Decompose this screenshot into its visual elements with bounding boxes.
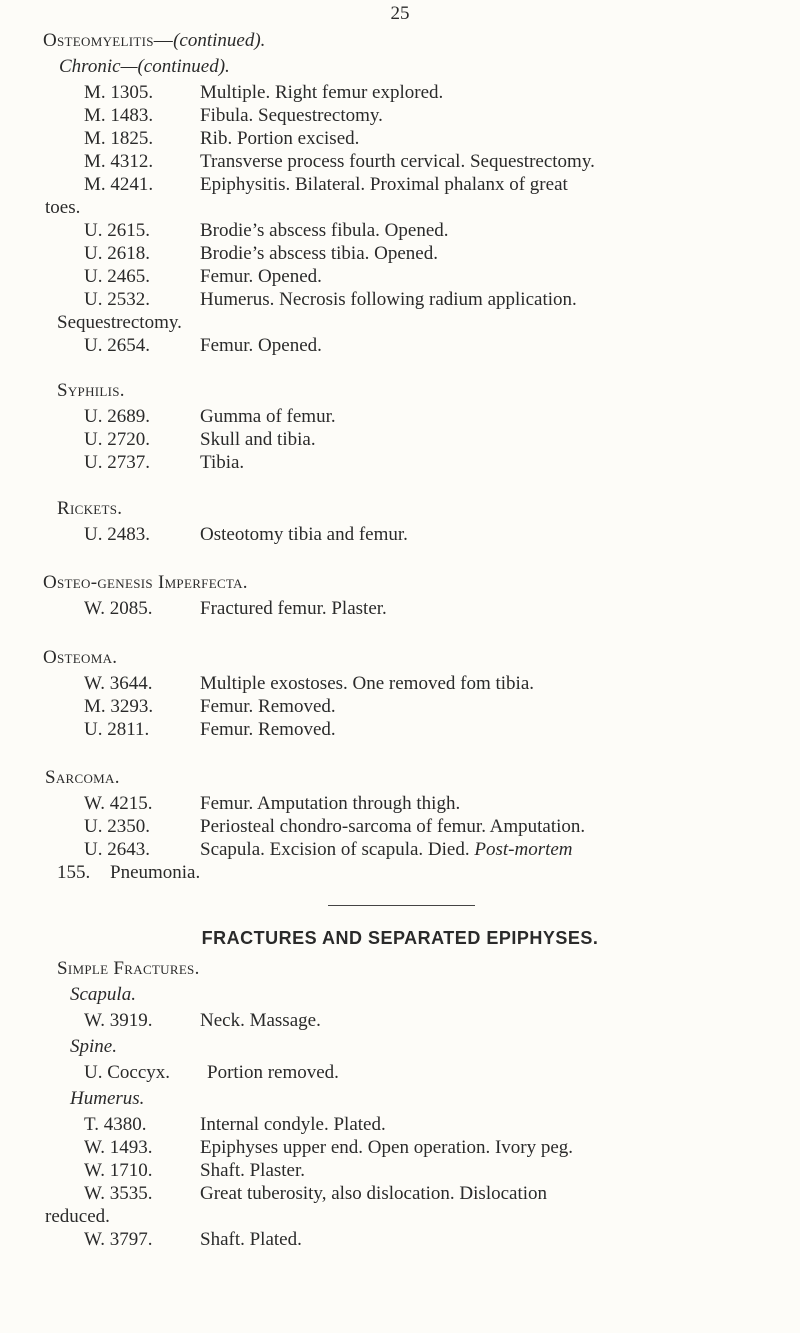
case-number: U. 2720.: [84, 429, 150, 450]
case-description: Multiple. Right femur explored.: [200, 82, 444, 103]
case-number: M. 1305.: [84, 82, 154, 103]
osteogenesis-heading: Osteo-genesis Imperfecta.: [43, 572, 248, 593]
entry: [84, 220, 449, 242]
case-number: U. 2350.: [84, 816, 150, 837]
entry: [84, 128, 359, 150]
case-number: U. 2737.: [84, 452, 150, 473]
case-description: Femur. Opened.: [200, 266, 322, 287]
section-title: Osteomyelitis—: [43, 30, 174, 51]
case-number: 155.: [57, 862, 91, 883]
case-description: Gumma of femur.: [200, 406, 336, 427]
case-number: M. 4241.: [84, 174, 154, 195]
case-number: U. Coccyx.: [84, 1062, 171, 1083]
case-number: W. 3535.: [84, 1183, 153, 1204]
entry: [84, 719, 336, 741]
syphilis-heading: Syphilis.: [57, 380, 125, 401]
subsection-title: Chronic—: [59, 56, 138, 77]
case-number: U. 2615.: [84, 220, 150, 241]
entry: [84, 266, 322, 288]
case-number: M. 4312.: [84, 151, 154, 172]
case-description: Fibula. Sequestrectomy.: [200, 105, 383, 126]
case-number: U. 2618.: [84, 243, 150, 264]
case-number: M. 3293.: [84, 696, 154, 717]
case-description: Epiphyses upper end. Open operation. Ivory peg.: [200, 1137, 574, 1158]
case-description: Multiple exostoses. One removed fom tibia.: [200, 673, 535, 694]
case-description: Scapula. Excision of scapula. Died.: [200, 839, 470, 860]
entry: [84, 696, 336, 718]
osteoma-heading: Osteoma.: [43, 647, 118, 668]
entry-continuation: toes.: [45, 197, 81, 218]
case-description-italic: Post-mortem: [474, 839, 573, 860]
case-description: Tibia.: [200, 452, 245, 473]
case-number: W. 3797.: [84, 1229, 153, 1250]
rickets-heading: Rickets.: [57, 498, 123, 519]
spine-heading: Spine.: [70, 1036, 117, 1057]
entry: [84, 289, 577, 311]
case-number: W. 2085.: [84, 598, 153, 619]
case-description: Femur. Removed.: [200, 719, 336, 740]
case-description: Humerus. Necrosis following radium application.: [200, 289, 577, 310]
case-description: Portion removed.: [207, 1062, 339, 1083]
case-number: T. 4380.: [84, 1114, 147, 1135]
case-number: U. 2532.: [84, 289, 150, 310]
case-description: Femur. Amputation through thigh.: [200, 793, 461, 814]
entry: [84, 598, 387, 620]
case-number: U. 2654.: [84, 335, 150, 356]
case-number: U. 2689.: [84, 406, 150, 427]
page-number: 25: [390, 3, 410, 24]
entry: [84, 1183, 547, 1205]
entry: [84, 816, 585, 838]
case-number: W. 1710.: [84, 1160, 153, 1181]
entry: [84, 82, 443, 104]
case-description: Rib. Portion excised.: [200, 128, 360, 149]
case-description: Neck. Massage.: [200, 1010, 321, 1031]
case-number: U. 2643.: [84, 839, 150, 860]
case-description: Femur. Opened.: [200, 335, 322, 356]
entry-continuation: Sequestrectomy.: [57, 312, 182, 333]
humerus-heading: Humerus.: [70, 1088, 145, 1109]
case-description: Periosteal chondro-sarcoma of femur. Amputation.: [200, 816, 586, 837]
case-number: W. 3919.: [84, 1010, 153, 1031]
section-continued: (continued).: [173, 30, 266, 51]
case-number: M. 1483.: [84, 105, 154, 126]
case-description: Shaft. Plated.: [200, 1229, 302, 1250]
entry: [84, 174, 568, 196]
entry: [84, 793, 460, 815]
sarcoma-heading: Sarcoma.: [45, 767, 120, 788]
case-description: Fractured femur. Plaster.: [200, 598, 387, 619]
fractures-heading: FRACTURES AND SEPARATED EPIPHYSES.: [201, 928, 599, 948]
entry: [84, 1160, 305, 1182]
case-description: Shaft. Plaster.: [200, 1160, 306, 1181]
section-divider: [328, 905, 475, 906]
case-number: W. 1493.: [84, 1137, 153, 1158]
case-number: U. 2465.: [84, 266, 150, 287]
case-description: Femur. Removed.: [200, 696, 336, 717]
chronic-subheading: [59, 56, 230, 78]
entry: [84, 839, 573, 861]
entry: [84, 1137, 573, 1159]
case-description: Brodie’s abscess tibia. Opened.: [200, 243, 438, 264]
entry: [84, 452, 244, 474]
case-number: M. 1825.: [84, 128, 154, 149]
case-description: Osteotomy tibia and femur.: [200, 524, 408, 545]
case-number: U. 2483.: [84, 524, 150, 545]
entry: [84, 243, 438, 265]
case-description: Pneumonia.: [110, 862, 201, 883]
entry-continuation: reduced.: [45, 1206, 110, 1227]
case-description: Internal condyle. Plated.: [200, 1114, 386, 1135]
simple-fractures-heading: Simple Fractures.: [57, 958, 200, 979]
subsection-continued: (continued).: [137, 56, 230, 77]
case-number: U. 2811.: [84, 719, 150, 740]
entry: [84, 151, 595, 173]
case-number: W. 4215.: [84, 793, 153, 814]
entry: [84, 1062, 339, 1084]
case-description: Transverse process fourth cervical. Sequestrectomy.: [200, 151, 595, 172]
case-description: Brodie’s abscess fibula. Opened.: [200, 220, 449, 241]
case-number: W. 3644.: [84, 673, 153, 694]
case-description: Epiphysitis. Bilateral. Proximal phalanx of great: [200, 174, 568, 195]
entry: [84, 105, 383, 127]
entry: [84, 1114, 386, 1136]
entry: [84, 429, 316, 451]
case-description: Great tuberosity, also dislocation. Dislocation: [200, 1183, 548, 1204]
entry: [84, 1010, 321, 1032]
entry: [84, 524, 408, 546]
entry: [84, 335, 322, 357]
entry: [84, 673, 534, 695]
entry-continuation: [57, 862, 200, 884]
scapula-heading: Scapula.: [70, 984, 136, 1005]
entry: [84, 406, 336, 428]
case-description: Skull and tibia.: [200, 429, 316, 450]
osteomyelitis-heading: [43, 30, 265, 52]
entry: [84, 1229, 302, 1251]
